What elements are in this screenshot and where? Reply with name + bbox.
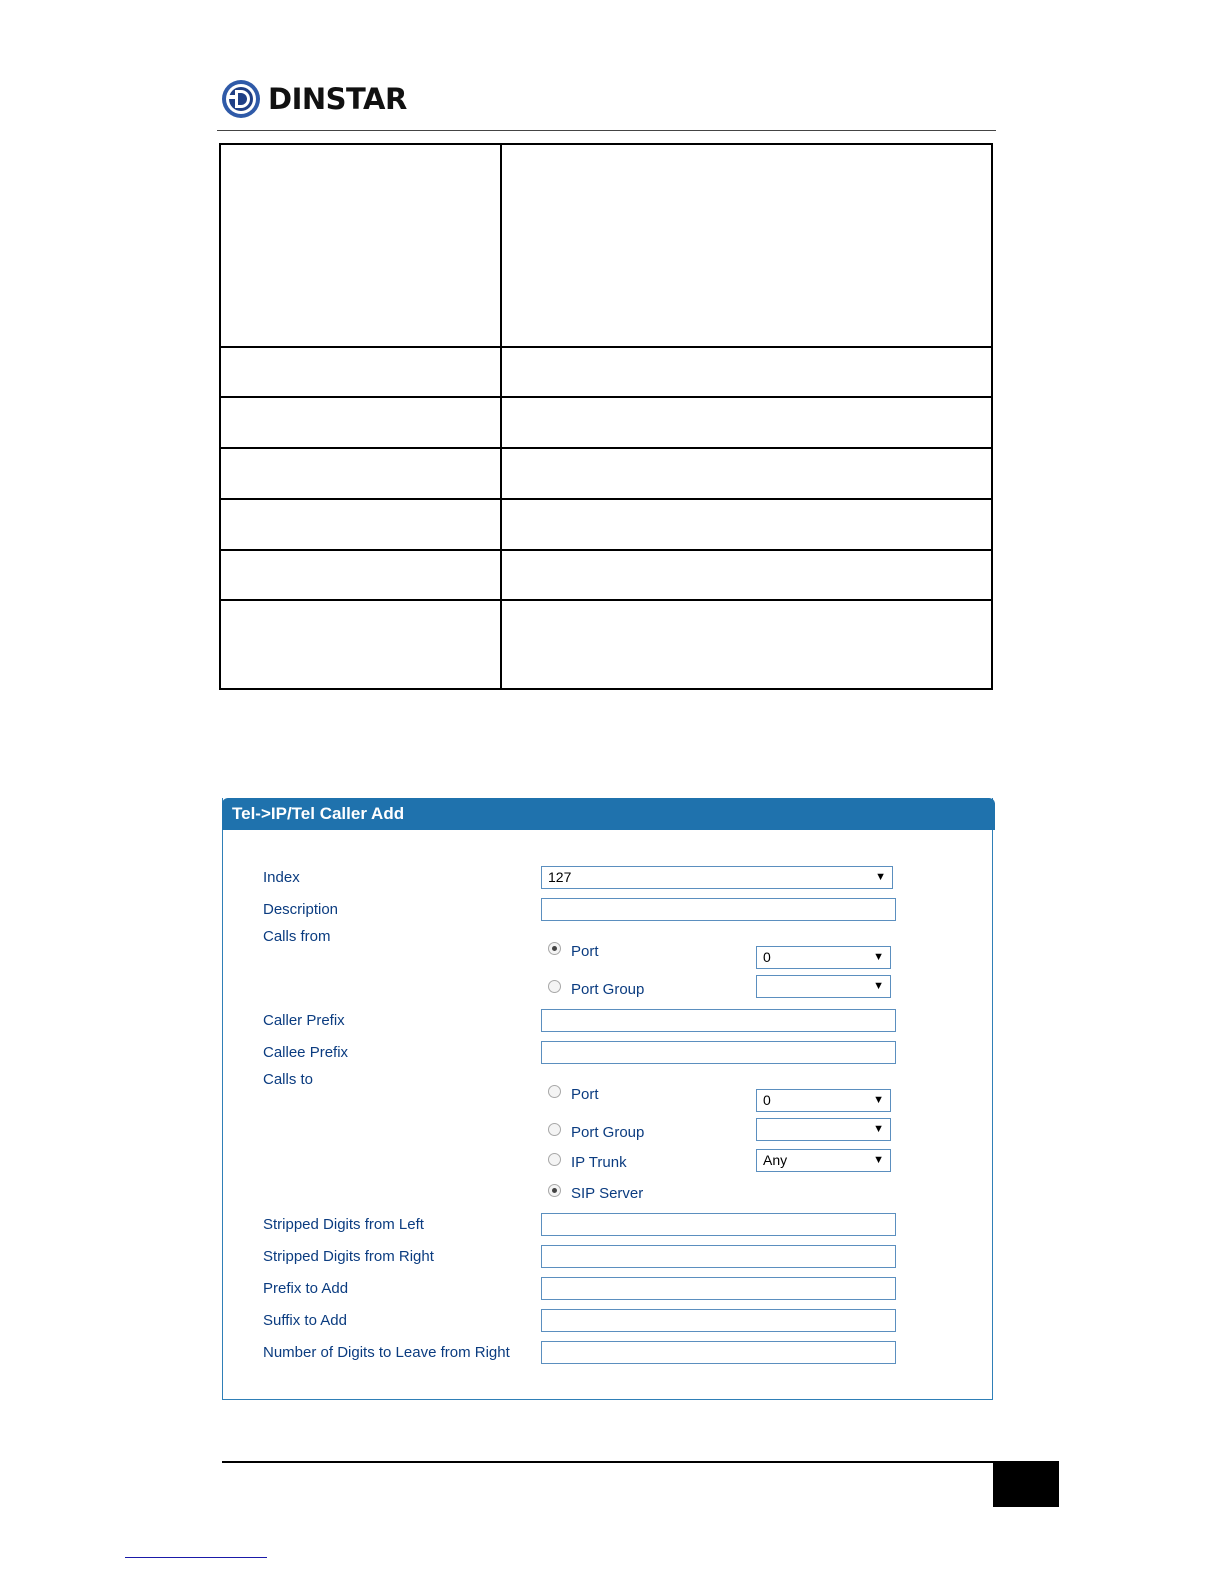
stripped-right-label: Stripped Digits from Right	[263, 1248, 434, 1265]
stripped-right-input[interactable]	[541, 1245, 896, 1268]
calls-to-sipserver-radio[interactable]	[548, 1184, 561, 1197]
prefix-add-input[interactable]	[541, 1277, 896, 1300]
table-cell	[220, 144, 501, 347]
table-cell	[220, 397, 501, 448]
index-select-value: 127	[548, 869, 572, 885]
leave-right-input[interactable]	[541, 1341, 896, 1364]
calls-from-portgroup-select[interactable]	[756, 975, 891, 998]
suffix-add-input[interactable]	[541, 1309, 896, 1332]
calls-to-iptrunk-radio[interactable]	[548, 1153, 561, 1166]
chevron-down-icon: ▼	[873, 1123, 884, 1135]
table-row	[220, 600, 992, 689]
calls-to-iptrunk-label: IP Trunk	[571, 1154, 627, 1171]
calls-to-port-label: Port	[571, 1086, 599, 1103]
calls-to-port-select[interactable]	[756, 1089, 891, 1112]
table-cell	[501, 144, 992, 347]
calls-from-port-label: Port	[571, 943, 599, 960]
table-row	[220, 499, 992, 550]
table-cell	[220, 347, 501, 397]
calls-from-label: Calls from	[263, 928, 331, 945]
table-cell	[220, 499, 501, 550]
description-label: Description	[263, 901, 339, 918]
stripped-left-label: Stripped Digits from Left	[263, 1216, 424, 1233]
calls-to-iptrunk-select[interactable]	[756, 1149, 891, 1172]
table-cell	[220, 448, 501, 499]
table-cell	[220, 550, 501, 600]
table-row	[220, 448, 992, 499]
calls-to-iptrunk-value: Any	[763, 1152, 788, 1168]
calls-to-portgroup-radio[interactable]	[548, 1123, 561, 1136]
calls-from-port-radio[interactable]	[548, 942, 561, 955]
calls-to-port-value: 0	[763, 1092, 771, 1108]
table-row	[220, 550, 992, 600]
chevron-down-icon: ▼	[873, 980, 884, 992]
callee-prefix-input[interactable]	[541, 1041, 896, 1064]
calls-to-portgroup-label: Port Group	[571, 1124, 645, 1141]
description-input[interactable]	[541, 898, 896, 921]
table-cell	[501, 600, 992, 689]
dinstar-logo	[221, 78, 407, 120]
panel-title: Tel->IP/Tel Caller Add	[222, 798, 995, 830]
suffix-add-label: Suffix to Add	[263, 1312, 347, 1329]
chevron-down-icon: ▼	[873, 1094, 884, 1106]
stripped-left-input[interactable]	[541, 1213, 896, 1236]
calls-from-portgroup-radio[interactable]	[548, 980, 561, 993]
table-cell	[501, 499, 992, 550]
table-cell	[501, 550, 992, 600]
prefix-add-label: Prefix to Add	[263, 1280, 349, 1297]
parameter-table	[219, 143, 993, 690]
table-cell	[501, 347, 992, 397]
calls-to-label: Calls to	[263, 1071, 314, 1088]
table-cell	[501, 397, 992, 448]
table-cell	[501, 448, 992, 499]
index-label: Index	[263, 869, 300, 886]
brand-name: DINSTAR	[268, 81, 407, 116]
index-select[interactable]	[541, 866, 893, 889]
table-row	[220, 347, 992, 397]
calls-from-port-value: 0	[763, 949, 771, 965]
leave-right-label: Number of Digits to Leave from Right	[263, 1344, 510, 1361]
caller-prefix-input[interactable]	[541, 1009, 896, 1032]
callee-prefix-label: Callee Prefix	[263, 1044, 349, 1061]
calls-from-port-select[interactable]	[756, 946, 891, 969]
calls-from-portgroup-label: Port Group	[571, 981, 645, 998]
calls-to-sipserver-label: SIP Server	[571, 1185, 644, 1202]
chevron-down-icon: ▼	[875, 871, 886, 883]
chevron-down-icon: ▼	[873, 951, 884, 963]
dinstar-logo-icon	[221, 79, 261, 119]
caller-prefix-label: Caller Prefix	[263, 1012, 345, 1029]
page-number-box	[993, 1462, 1059, 1507]
header-divider	[217, 130, 996, 131]
table-row	[220, 144, 992, 347]
chevron-down-icon: ▼	[873, 1154, 884, 1166]
calls-to-portgroup-select[interactable]	[756, 1118, 891, 1141]
table-row	[220, 397, 992, 448]
calls-to-port-radio[interactable]	[548, 1085, 561, 1098]
footer-link-underline[interactable]	[125, 1557, 267, 1558]
table-cell	[220, 600, 501, 689]
caller-add-panel	[222, 798, 993, 1400]
footer-divider	[222, 1461, 1059, 1463]
